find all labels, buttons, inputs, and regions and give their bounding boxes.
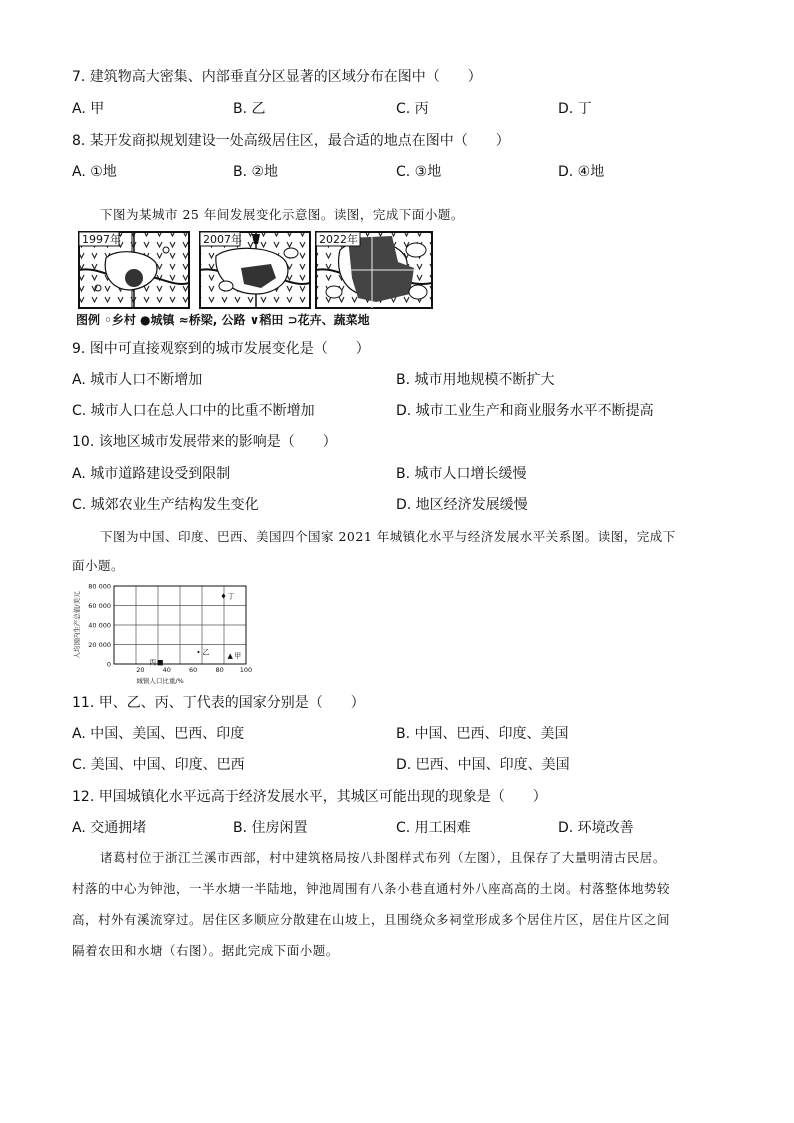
intro-city-development: 下图为某城市 25 年间发展变化示意图。读图，完成下面小题。 xyxy=(100,207,464,222)
q9-option-c: C. 城市人口在总人口中的比重不断增加 xyxy=(72,403,315,419)
q9-option-b: B. 城市用地规模不断扩大 xyxy=(396,372,555,388)
y-tick-label: 0 xyxy=(106,660,111,669)
panel-label-2007: 2007年 xyxy=(203,233,242,246)
q12-option-c: C. 用工困难 xyxy=(396,820,471,836)
q9-stem: 9. 图中可直接观察到的城市发展变化是（ ） xyxy=(72,341,370,357)
point-marker-丙: ■ xyxy=(156,658,164,667)
x-tick-label: 100 xyxy=(239,666,253,674)
q8-option-c: C. ③地 xyxy=(396,164,442,180)
q9-option-a: A. 城市人口不断增加 xyxy=(72,372,203,388)
q7-option-a: A. 甲 xyxy=(72,101,105,117)
x-tick-label: 60 xyxy=(189,666,198,674)
q10-stem: 10. 该地区城市发展带来的影响是（ ） xyxy=(72,434,337,450)
figure-legend: 图例 ◦乡村 ●城镇 ≈桥梁, 公路 ∨稻田 ⊃花卉、蔬菜地 xyxy=(76,313,370,327)
point-label-丁: 丁 xyxy=(227,592,235,601)
x-tick-label: 40 xyxy=(162,666,171,674)
q11-option-b: B. 中国、巴西、印度、美国 xyxy=(396,726,569,742)
intro-zhuge-line2: 村落的中心为钟池，一半水塘一半陆地，钟池周围有八条小巷直通村外八座高高的土岗。村落整体地势较 xyxy=(72,881,671,896)
x-tick-label: 80 xyxy=(215,666,224,674)
point-marker-甲: ▲ xyxy=(227,651,233,660)
q7-option-b: B. 乙 xyxy=(233,101,266,117)
intro-zhuge-line4: 隔着农田和水塘（右图）。据此完成下面小题。 xyxy=(72,943,339,958)
q10-option-d: D. 地区经济发展缓慢 xyxy=(396,497,528,513)
q8-option-d: D. ④地 xyxy=(558,164,605,180)
point-label-乙: 乙 xyxy=(202,648,210,657)
point-label-甲: 甲 xyxy=(234,651,242,660)
q8-stem: 8. 某开发商拟规划建设一处高级居住区，最合适的地点在图中（ ） xyxy=(72,133,510,149)
q8-option-a: A. ①地 xyxy=(72,164,117,180)
y-tick-label: 20 000 xyxy=(88,641,111,649)
y-tick-label: 60 000 xyxy=(88,602,111,610)
q10-option-a: A. 城市道路建设受到限制 xyxy=(72,466,231,482)
panel-label-2022: 2022年 xyxy=(319,233,358,246)
intro-urbanization-line1: 下图为中国、印度、巴西、美国四个国家 2021 年城镇化水平与经济发展水平关系图。读图，完成下 xyxy=(100,529,676,544)
intro-zhuge-line3: 高，村外有溪流穿过。居住区多顺应分散建在山坡上，且围绕众多祠堂形成多个居住片区，居住片区之间 xyxy=(72,912,671,927)
q11-option-d: D. 巴西、中国、印度、美国 xyxy=(396,757,570,773)
point-marker-丁: ♦ xyxy=(220,592,227,601)
urbanization-chart xyxy=(72,580,262,688)
panel-2007 xyxy=(200,232,310,308)
q12-option-a: A. 交通拥堵 xyxy=(72,820,147,836)
point-label-丙: 丙 xyxy=(149,658,157,667)
intro-zhuge-line1: 诸葛村位于浙江兰溪市西部，村中建筑格局按八卦图样式布列（左图），且保存了大量明清古民居。 xyxy=(100,850,666,865)
q10-option-c: C. 城郊农业生产结构发生变化 xyxy=(72,497,259,513)
panel-label-1997: 1997年 xyxy=(82,233,121,246)
q12-stem: 12. 甲国城镇化水平远高于经济发展水平，其城区可能出现的现象是（ ） xyxy=(72,789,547,805)
q7-stem: 7. 建筑物高大密集、内部垂直分区显著的区域分布在图中（ ） xyxy=(72,69,482,85)
point-marker-乙: • xyxy=(196,648,201,657)
x-tick-label: 20 xyxy=(136,666,145,674)
q10-option-b: B. 城市人口增长缓慢 xyxy=(396,466,527,482)
q9-option-d: D. 城市工业生产和商业服务水平不断提高 xyxy=(396,403,654,419)
q11-option-c: C. 美国、中国、印度、巴西 xyxy=(72,757,245,773)
q11-option-a: A. 中国、美国、巴西、印度 xyxy=(72,726,245,742)
panel-2022 xyxy=(316,232,432,308)
y-tick-label: 40 000 xyxy=(88,621,111,630)
y-tick-label: 80 000 xyxy=(88,582,111,591)
panel-1997 xyxy=(79,232,189,308)
q11-stem: 11. 甲、乙、丙、丁代表的国家分别是（ ） xyxy=(72,695,365,711)
y-axis-label: 人均国内生产总值/美元 xyxy=(73,591,81,659)
x-axis-label: 城镇人口比重/% xyxy=(136,677,184,685)
q7-option-c: C. 丙 xyxy=(396,101,429,117)
intro-urbanization-line2: 面小题。 xyxy=(72,558,125,573)
q8-option-b: B. ②地 xyxy=(233,164,279,180)
q12-option-d: D. 环境改善 xyxy=(558,820,634,836)
q7-option-d: D. 丁 xyxy=(558,101,592,117)
city-development-figure xyxy=(76,228,436,328)
q12-option-b: B. 住房闲置 xyxy=(233,820,308,836)
